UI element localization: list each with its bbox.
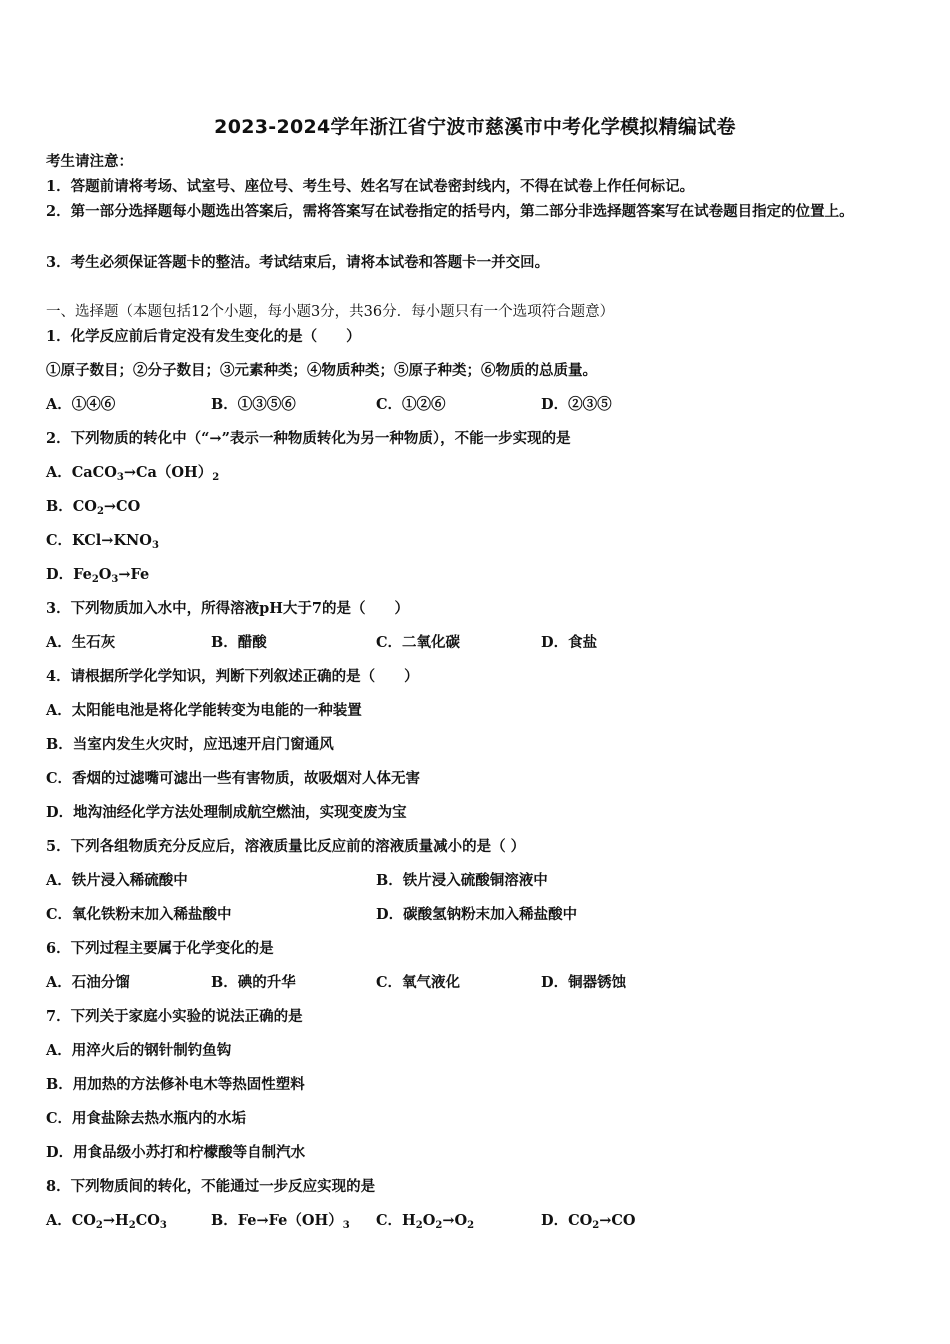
notice-item: 2．第一部分选择题每小题选出答案后，需将答案写在试卷指定的括号内，第二部分非选择题答案写在试卷题目指定的位置上。 <box>46 203 854 220</box>
option-b: B．$Fe\to Fe(OH)_3$ <box>211 1212 350 1231</box>
option-a: A．石油分馏 <box>46 974 130 991</box>
page-title: 2023-2024学年浙江省宁波市慈溪市中考化学模拟精编试卷 <box>214 116 736 138</box>
notice-heading: 考生请注意： <box>46 153 133 170</box>
option-c: C．用食盐除去热水瓶内的水垢 <box>46 1110 247 1127</box>
option-d: D．铜器锈蚀 <box>541 974 627 991</box>
question-stem: 8．下列物质间的转化，不能通过一步反应实现的是 <box>46 1178 376 1195</box>
option-a: A．用淬火后的钢针制钓鱼钩 <box>46 1042 232 1059</box>
question-stem: 3．下列物质加入水中，所得溶液pH大于7的是（ ） <box>46 600 410 617</box>
option-b: B．①③⑤⑥ <box>211 396 296 413</box>
question-stem: 4．请根据所学化学知识，判断下列叙述正确的是（ ） <box>46 668 419 685</box>
section-heading: 一、选择题（本题包括12个小题，每小题3分，共36分．每小题只有一个选项符合题意） <box>46 304 615 320</box>
notice-item: 3．考生必须保证答题卡的整洁。考试结束后，请将本试卷和答题卡一并交回。 <box>46 254 550 271</box>
option-b: B．$CO_2\to CO$ <box>46 498 141 517</box>
option-a: A．$CaCO_3\to Ca(OH)_2$ <box>46 464 220 483</box>
option-c: C．$H_2O_2\to O_2$ <box>376 1212 475 1231</box>
option-b: B．铁片浸入硫酸铜溶液中 <box>376 872 548 889</box>
option-b: B．用加热的方法修补电木等热固性塑料 <box>46 1076 305 1093</box>
option-b: B．当室内发生火灾时，应迅速开启门窗通风 <box>46 736 334 753</box>
option-d: D．②③⑤ <box>541 396 612 413</box>
option-a: A．铁片浸入稀硫酸中 <box>46 872 188 889</box>
option-b: B．碘的升华 <box>211 974 296 991</box>
option-d: D．地沟油经化学方法处理制成航空燃油，实现变废为宝 <box>46 804 407 821</box>
question-stem: 7．下列关于家庭小实验的说法正确的是 <box>46 1008 303 1025</box>
option-d: D．$CO_2\to CO$ <box>541 1212 636 1231</box>
option-a: A．①④⑥ <box>46 396 116 413</box>
option-a: A．生石灰 <box>46 634 116 651</box>
option-c: C．氧气液化 <box>376 974 461 991</box>
notice-item: 1．答题前请将考场、试室号、座位号、考生号、姓名写在试卷密封线内，不得在试卷上作任何标记。 <box>46 178 695 195</box>
question-stem: 6．下列过程主要属于化学变化的是 <box>46 940 274 957</box>
option-c: C．二氧化碳 <box>376 634 461 651</box>
option-d: D．碳酸氢钠粉末加入稀盐酸中 <box>376 906 578 923</box>
option-b: B．醋酸 <box>211 634 267 651</box>
option-a: A．$CO_2\to H_2CO_3$ <box>46 1212 167 1231</box>
option-d: D．食盐 <box>541 634 598 651</box>
option-d: D．用食品级小苏打和柠檬酸等自制汽水 <box>46 1144 306 1161</box>
option-c: C．氧化铁粉末加入稀盐酸中 <box>46 906 232 923</box>
option-c: C．①②⑥ <box>376 396 446 413</box>
question-stem: 1．化学反应前后肯定没有发生变化的是（ ） <box>46 328 361 345</box>
option-d: D．$Fe_2O_3\to Fe$ <box>46 566 150 585</box>
question-list: ①原子数目；②分子数目；③元素种类；④物质种类；⑤原子种类；⑥物质的总质量。 <box>46 362 597 379</box>
option-c: C．香烟的过滤嘴可滤出一些有害物质，故吸烟对人体无害 <box>46 770 421 787</box>
question-stem: 5．下列各组物质充分反应后，溶液质量比反应前的溶液质量减小的是（ ） <box>46 838 526 855</box>
option-a: A．太阳能电池是将化学能转变为电能的一种装置 <box>46 702 362 719</box>
option-c: C．$KCl\to KNO_3$ <box>46 532 159 551</box>
question-stem: 2．下列物质的转化中（“→”表示一种物质转化为另一种物质），不能一步实现的是 <box>46 430 571 447</box>
